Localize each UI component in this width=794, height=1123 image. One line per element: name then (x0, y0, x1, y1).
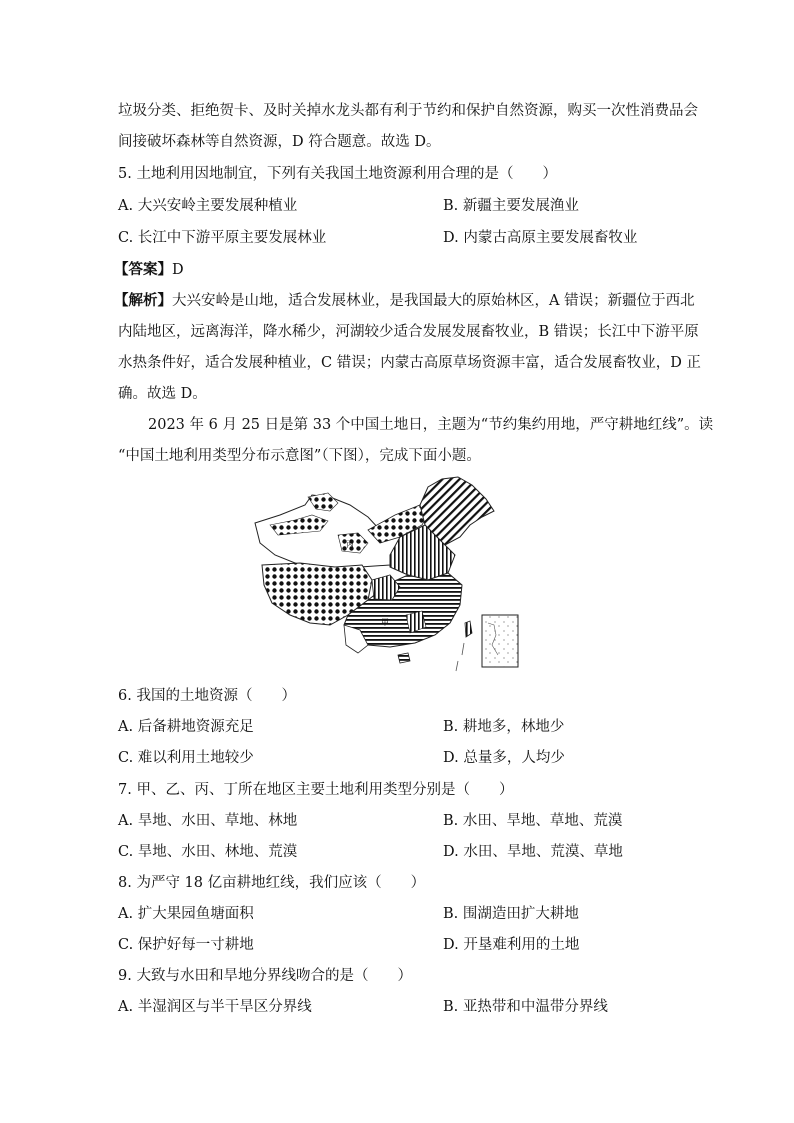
q7-option-d: D. 水田、旱地、荒漠、草地 (443, 844, 623, 860)
q5-analysis-line-1 (114, 291, 695, 311)
china-land-use-map (250, 475, 535, 677)
q9-option-b: B. 亚热带和中温带分界线 (443, 999, 608, 1015)
explanation-line-1: 垃圾分类、拒绝贺卡、及时关掉水龙头都有利于节约和保护自然资源，购买一次性消费品会 (118, 103, 698, 119)
question-9-stem: 9. 大致与水田和旱地分界线吻合的是（ ） (118, 968, 412, 984)
q8-option-c: C. 保护好每一寸耕地 (118, 937, 254, 953)
q8-option-b: B. 围湖造田扩大耕地 (443, 906, 579, 922)
q5-option-b: B. 新疆主要发展渔业 (443, 198, 579, 214)
answer-label: 【答案】 (114, 261, 172, 278)
q5-analysis-line-2: 内陆地区，远离海洋，降水稀少，河湖较少适合发展发展畜牧业，B 错误；长江中下游平原 (118, 324, 699, 340)
map-label-jia: 甲 (381, 618, 389, 627)
material-line-2: “中国土地利用类型分布示意图”（下图），完成下面小题。 (118, 448, 481, 464)
map-coastline-islands (456, 643, 464, 671)
q5-analysis-line-3: 水热条件好，适合发展种植业，C 错误；内蒙古高原草场资源丰富，适合发展畜牧业，D 正 (118, 355, 701, 371)
material-line-1: 2023 年 6 月 25 日是第 33 个中国土地日，主题为“节约集约用地，严守耕地红线”。读 (148, 417, 714, 433)
q5-option-d: D. 内蒙古高原主要发展畜牧业 (443, 230, 638, 246)
map-region-hainan (398, 653, 410, 663)
analysis-label: 【解析】 (114, 292, 172, 309)
q6-option-d: D. 总量多，人均少 (443, 750, 565, 766)
q6-option-a: A. 后备耕地资源充足 (118, 719, 254, 735)
question-7-stem: 7. 甲、乙、丙、丁所在地区主要土地利用类型分别是（ ） (118, 782, 514, 798)
q8-option-d: D. 开垦难利用的土地 (443, 937, 580, 953)
map-label-bing: 丙 (346, 540, 354, 549)
q8-option-a: A. 扩大果园鱼塘面积 (118, 906, 254, 922)
q9-option-a: A. 半湿润区与半干旱区分界线 (118, 999, 312, 1015)
q6-option-c: C. 难以利用土地较少 (118, 750, 254, 766)
south-china-sea-inset (482, 615, 518, 667)
q5-option-c: C. 长江中下游平原主要发展林业 (118, 230, 327, 246)
q6-option-b: B. 耕地多，林地少 (443, 719, 565, 735)
q7-option-b: B. 水田、旱地、草地、荒漠 (443, 813, 623, 829)
q7-option-c: C. 旱地、水田、林地、荒漠 (118, 844, 298, 860)
analysis-text-1: 大兴安岭是山地，适合发展林业，是我国最大的原始林区，A 错误；新疆位于西北 (172, 293, 695, 309)
question-6-stem: 6. 我国的土地资源（ ） (118, 688, 296, 704)
question-5-stem: 5. 土地利用因地制宜，下列有关我国土地资源利用合理的是（ ） (118, 166, 557, 182)
question-8-stem: 8. 为严守 18 亿亩耕地红线，我们应该（ ） (118, 875, 426, 891)
q5-answer (114, 260, 184, 280)
map-region-taiwan (465, 621, 472, 637)
q5-option-a: A. 大兴安岭主要发展种植业 (118, 198, 298, 214)
q7-option-a: A. 旱地、水田、草地、林地 (118, 813, 298, 829)
answer-value: D (172, 262, 184, 278)
q5-analysis-line-4: 确。故选 D。 (118, 386, 207, 402)
explanation-line-2: 间接破坏森林等自然资源，D 符合题意。故选 D。 (118, 134, 441, 150)
